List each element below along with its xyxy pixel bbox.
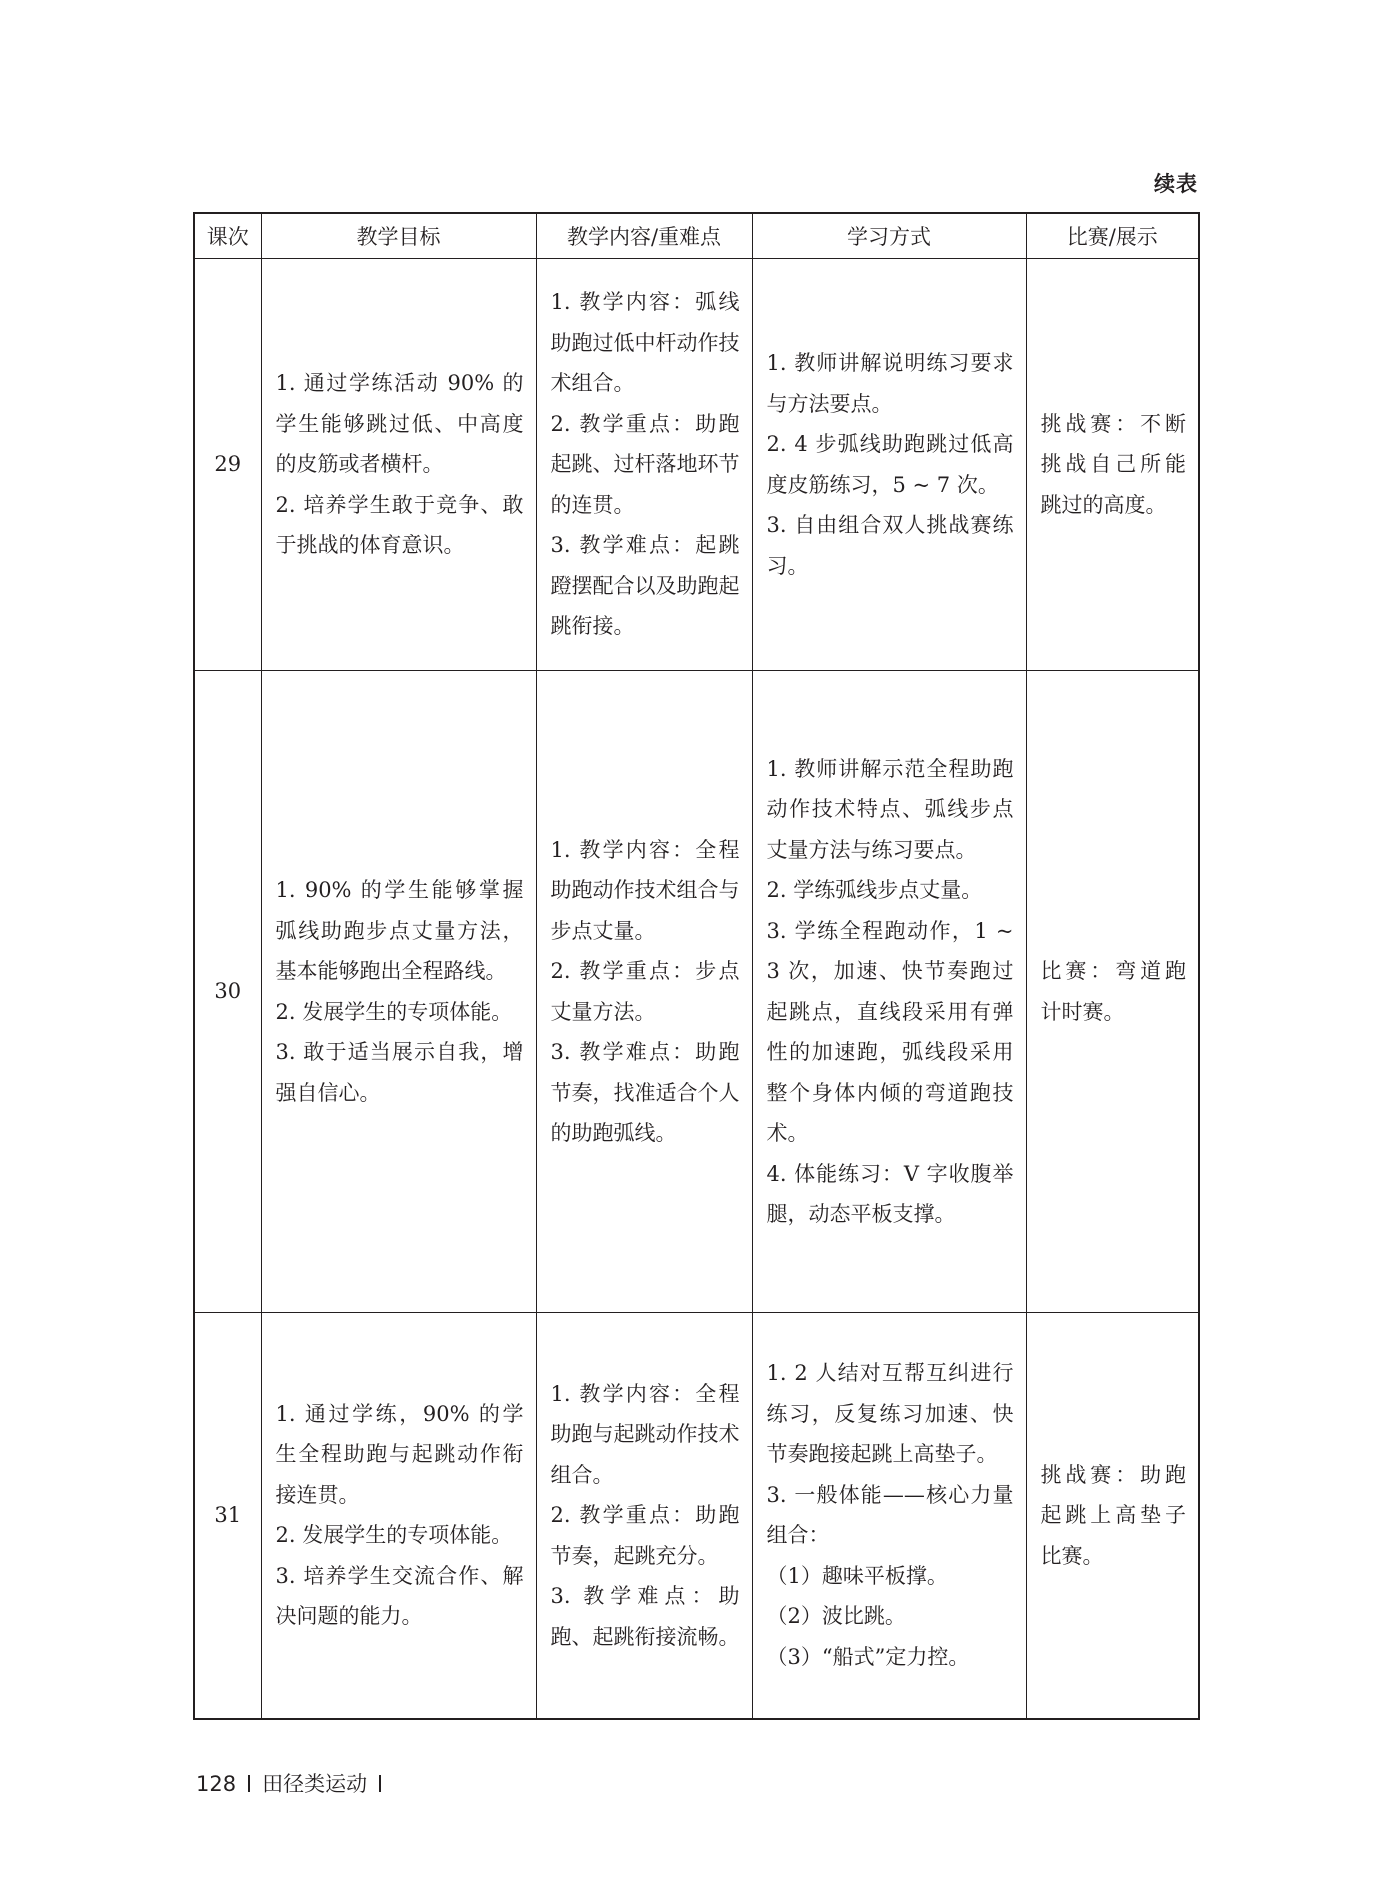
method-item: （2）波比跳。 [766, 1604, 906, 1629]
goals-cell [261, 671, 536, 1313]
header-goals: 教学目标 [261, 213, 536, 259]
method-item: 3. 学练全程跑动作，1 ~ 3 次，加速、快节奏跑过起跳点，直线段采用有弹性的加速跑，弧线段采用整个身体内倾的弯道跑技术。 [766, 918, 1014, 1145]
goal-item: 3. 敢于适当展示自我，增强自信心。 [275, 1040, 524, 1105]
goals-cell [261, 1313, 536, 1719]
methods-cell [752, 1313, 1026, 1719]
page-footer [196, 1768, 393, 1798]
header-competition: 比赛/展示 [1026, 213, 1199, 259]
content-item: 2. 教学重点：助跑节奏，起跳充分。 [550, 1503, 740, 1568]
content-item: 2. 教学重点：步点丈量方法。 [550, 959, 740, 1024]
goal-item: 2. 发展学生的专项体能。 [275, 1523, 513, 1548]
header-content: 教学内容/重难点 [536, 213, 752, 259]
continued-label: 续表 [1154, 172, 1198, 196]
goal-item: 2. 发展学生的专项体能。 [275, 999, 513, 1024]
header-lesson: 课次 [194, 213, 261, 259]
content-item: 3. 教学难点：助跑节奏，找准适合个人的助跑弧线。 [550, 1040, 740, 1145]
method-item: 1. 教师讲解示范全程助跑动作技术特点、弧线步点丈量方法与练习要点。 [766, 756, 1014, 862]
table-row [194, 671, 1199, 1313]
lesson-number: 30 [194, 671, 261, 1313]
method-item: 1. 2 人结对互帮互纠进行练习，反复练习加速、快节奏跑接起跳上高垫子。 [766, 1361, 1014, 1467]
header-methods: 学习方式 [752, 213, 1026, 259]
competition-cell: 挑战赛：助跑起跳上高垫子比赛。 [1026, 1313, 1199, 1719]
table-row [194, 1313, 1199, 1719]
method-item: （3）“船式”定力控。 [766, 1644, 970, 1669]
competition-cell: 比赛：弯道跑计时赛。 [1026, 671, 1199, 1313]
content-item: 1. 教学内容：全程助跑与起跳动作技术组合。 [550, 1381, 740, 1487]
content-item: 1. 教学内容：全程助跑动作技术组合与步点丈量。 [550, 837, 740, 943]
footer-separator [248, 1775, 250, 1792]
methods-cell [752, 671, 1026, 1313]
content-item: 1. 教学内容：弧线助跑过低中杆动作技术组合。 [550, 290, 740, 396]
content-item: 3. 教学难点：助跑、起跳衔接流畅。 [550, 1584, 740, 1649]
content-cell [536, 671, 752, 1313]
goal-item: 1. 通过学练，90% 的学生全程助跑与起跳动作衔接连贯。 [275, 1401, 524, 1507]
goal-item: 3. 培养学生交流合作、解决问题的能力。 [275, 1563, 524, 1629]
section-title: 田径类运动 [262, 1772, 368, 1796]
content-cell [536, 259, 752, 671]
table-header-row [194, 213, 1199, 259]
page-number: 128 [196, 1772, 237, 1796]
goals-cell [261, 259, 536, 671]
lesson-number: 31 [194, 1313, 261, 1719]
method-item: （1）趣味平板撑。 [766, 1563, 948, 1588]
method-item: 3. 一般体能——核心力量组合： [766, 1482, 1014, 1548]
content-cell [536, 1313, 752, 1719]
goal-item: 2. 培养学生敢于竞争、敢于挑战的体育意识。 [275, 492, 524, 558]
method-item: 3. 自由组合双人挑战赛练习。 [766, 513, 1014, 578]
lesson-plan-table [193, 212, 1200, 1720]
content-item: 3. 教学难点：起跳蹬摆配合以及助跑起跳衔接。 [550, 533, 740, 639]
competition-cell: 挑战赛：不断挑战自己所能跳过的高度。 [1026, 259, 1199, 671]
method-item: 4. 体能练习：V 字收腹举腿，动态平板支撑。 [766, 1161, 1014, 1226]
methods-cell [752, 259, 1026, 671]
goal-item: 1. 通过学练活动 90% 的学生能够跳过低、中高度的皮筋或者横杆。 [275, 371, 524, 477]
lesson-number: 29 [194, 259, 261, 671]
table-row [194, 259, 1199, 671]
method-item: 2. 4 步弧线助跑跳过低高度皮筋练习，5 ~ 7 次。 [766, 432, 1014, 497]
method-item: 1. 教师讲解说明练习要求与方法要点。 [766, 351, 1014, 416]
footer-separator [379, 1775, 381, 1792]
method-item: 2. 学练弧线步点丈量。 [766, 878, 983, 902]
goal-item: 1. 90% 的学生能够掌握弧线助跑步点丈量方法，基本能够跑出全程路线。 [275, 878, 524, 983]
content-item: 2. 教学重点：助跑起跳、过杆落地环节的连贯。 [550, 411, 740, 517]
